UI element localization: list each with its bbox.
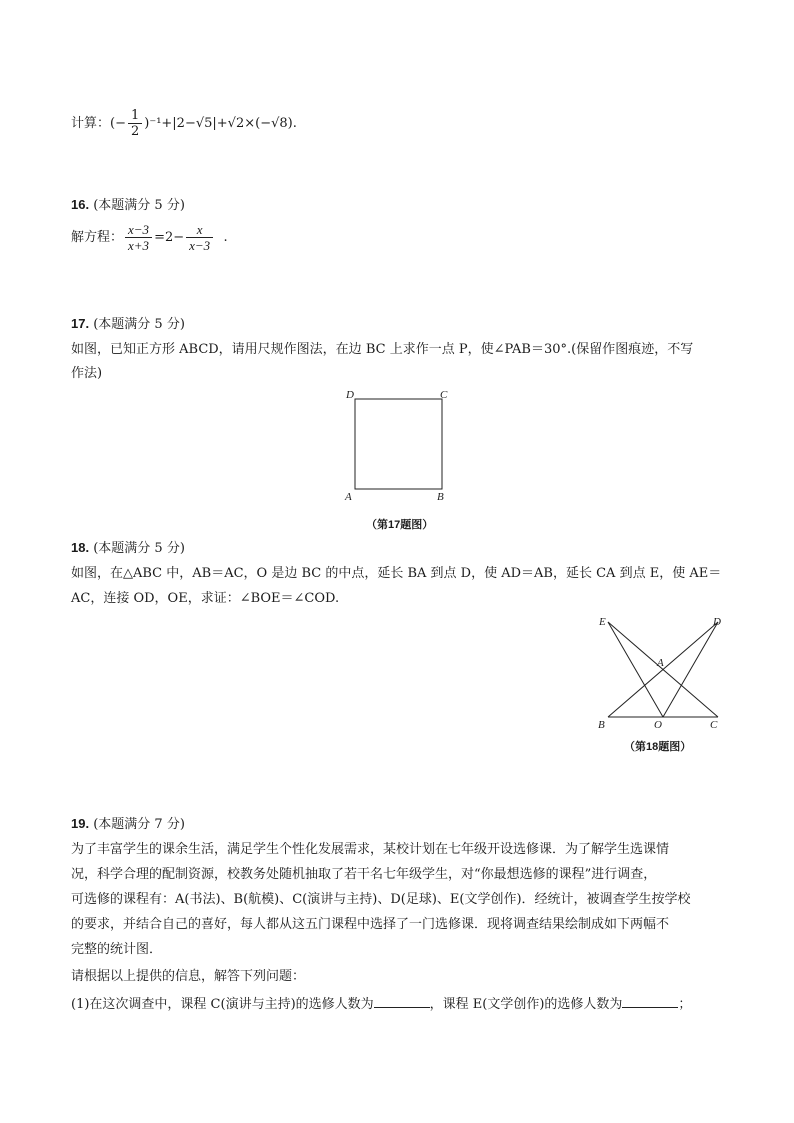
- q19-sub1-a: (1)在这次调查中，课程 C(演讲与主持)的选修人数为: [71, 997, 374, 1012]
- q16-number: 16.: [71, 197, 90, 212]
- q19-sub1-b: ，课程 E(文学创作)的选修人数为: [429, 997, 623, 1012]
- q16-frac1-num: x−3: [125, 222, 152, 238]
- q15-label: 计算：: [71, 116, 111, 131]
- answer-blank-c[interactable]: [374, 995, 430, 1008]
- q16-frac2-num: x: [186, 222, 213, 238]
- q15-expr-a: (−: [110, 116, 126, 131]
- q18-label-b: B: [598, 719, 605, 731]
- q16-frac1: [125, 222, 152, 253]
- q17-label-b: B: [437, 491, 444, 503]
- q18-label-c: C: [710, 719, 718, 731]
- q17-caption: （第17题图）: [366, 519, 434, 531]
- q16-label: 解方程：: [71, 230, 124, 245]
- q17-header: [71, 315, 185, 334]
- q18-header: [71, 539, 185, 558]
- q15-line: [71, 108, 297, 139]
- square-abcd: [355, 399, 442, 489]
- q19-para-line: 况，科学合理的配制资源，校教务处随机抽取了若干名七年级学生，对“你最想选修的课程”进行调查，: [71, 867, 657, 882]
- segment-oe: [608, 622, 663, 717]
- q18-points: (本题满分 5 分): [93, 541, 185, 556]
- q15-frac-num: 1: [128, 108, 142, 124]
- q17-points: (本题满分 5 分): [93, 317, 185, 332]
- q19-para-line: 的要求，并结合自己的喜好，每人都从这五门课程中选择了一门选修课．现将调查结果绘制成如下两幅不: [71, 917, 670, 932]
- q18-label-e: E: [599, 616, 606, 628]
- q18-label-a: A: [657, 657, 664, 669]
- q18-label-d: D: [713, 616, 721, 628]
- q15-fraction: [128, 108, 142, 139]
- q18-number: 18.: [71, 540, 90, 555]
- q16-middle: =2−: [154, 230, 185, 245]
- q16-header: [71, 196, 185, 215]
- q18-text-line1: 如图，在△ABC 中，AB＝AC，O 是边 BC 的中点，延长 BA 到点 D，使 AD＝AB，延长 CA 到点 E，使 AE＝: [71, 566, 722, 581]
- q19-sub1-c: ；: [678, 997, 692, 1012]
- q15-frac-den: 2: [130, 124, 140, 139]
- segment-od: [663, 622, 718, 717]
- q17-text-line2: 作法): [71, 366, 103, 381]
- q19-para-line: 完整的统计图．: [71, 942, 163, 957]
- q17-label-a: A: [345, 491, 352, 503]
- q19-para-line: 为了丰富学生的课余生活，满足学生个性化发展需求，某校计划在七年级开设选修课．为了解学生选课情: [71, 842, 670, 857]
- q15-expr-b: )⁻¹+|2−√5|+√2×(−√8).: [144, 116, 297, 131]
- q16-equation: [71, 222, 228, 253]
- q17-text-line1: 如图，已知正方形 ABCD，请用尺规作图法，在边 BC 上求作一点 P，使∠PAB＝30°.(保留作图痕迹，不写: [71, 342, 694, 357]
- q16-frac1-den: x+3: [128, 238, 150, 253]
- q16-frac2: [186, 222, 213, 253]
- q19-para-line: 可选修的课程有：A(书法)、B(航模)、C(演讲与主持)、D(足球)、E(文学创作)．经统计，被调查学生按学校: [71, 892, 691, 907]
- q19-points: (本题满分 7 分): [93, 817, 185, 832]
- q19-header: [71, 815, 185, 834]
- q18-text-line2: AC，连接 OD，OE，求证：∠BOE＝∠COD.: [71, 591, 340, 606]
- q19-number: 19.: [71, 816, 90, 831]
- q17-label-c: C: [440, 389, 448, 401]
- answer-blank-e[interactable]: [622, 995, 678, 1008]
- q18-caption: （第18题图）: [624, 741, 692, 753]
- q18-label-o: O: [654, 719, 662, 731]
- q16-end: .: [223, 230, 228, 245]
- q16-frac2-den: x−3: [189, 238, 211, 253]
- q18-triangle-figure: [594, 612, 730, 734]
- q19-prompt: 请根据以上提供的信息，解答下列问题：: [71, 969, 306, 984]
- q16-points: (本题满分 5 分): [93, 198, 185, 213]
- q17-label-d: D: [346, 389, 354, 401]
- q17-square-figure: [340, 384, 460, 506]
- q17-number: 17.: [71, 316, 90, 331]
- q19-sub1: [71, 995, 691, 1014]
